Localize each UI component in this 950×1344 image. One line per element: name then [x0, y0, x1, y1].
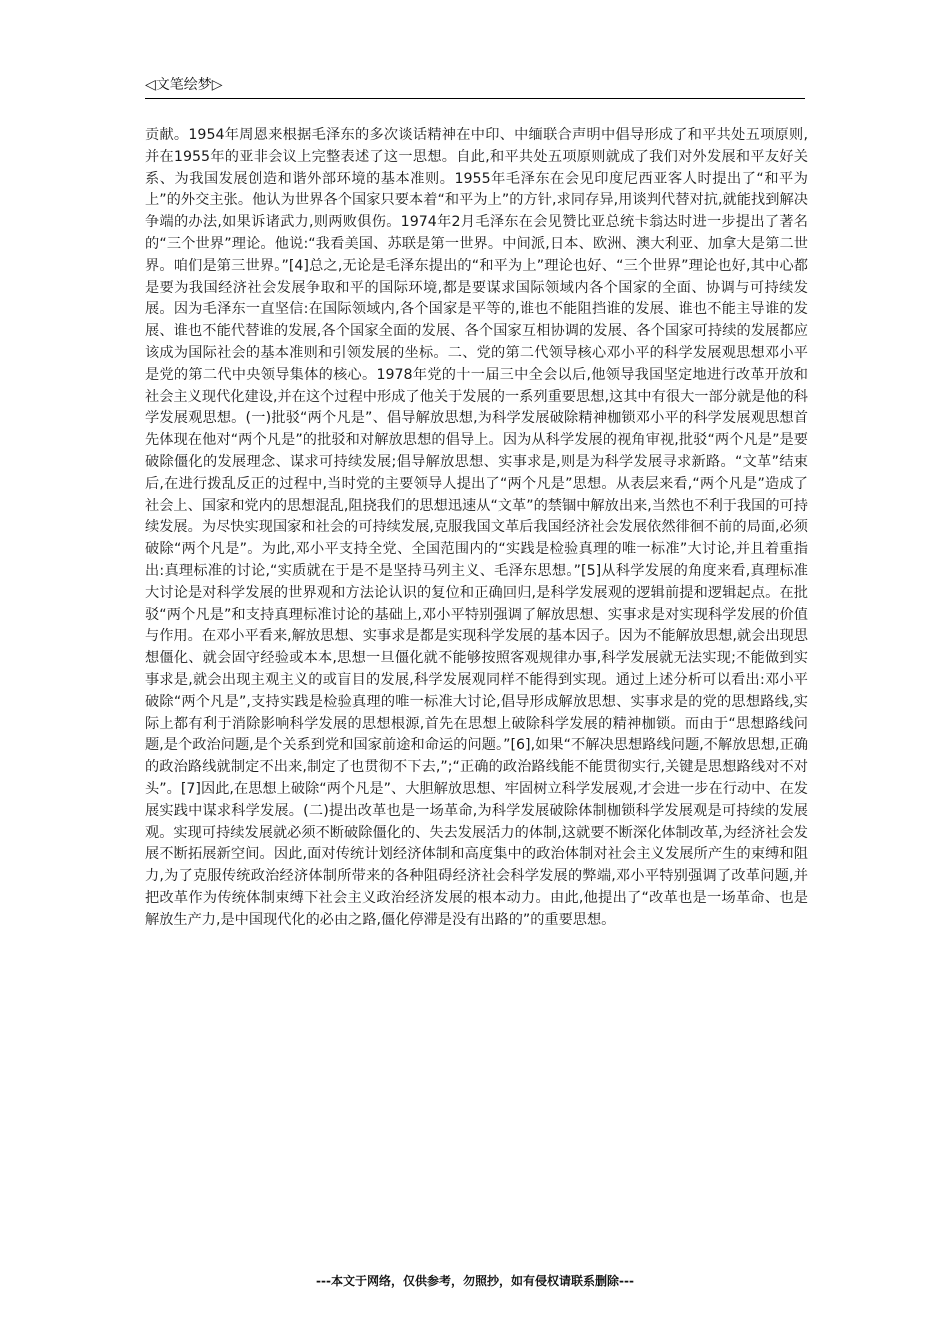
- document-body: [145, 125, 808, 931]
- page-header: [145, 72, 805, 99]
- body-paragraph: 贡献。1954年周恩来根据毛泽东的多次谈话精神在中印、中缅联合声明中倡导形成了和平共处五项原则,并在1955年的亚非会议上完整表述了这一思想。自此,和平共处五项原则就成了我们对外发展和平友好关系、为我国发展创造和谐外部环境的基本准则。1955年毛泽东在会见印度尼西亚客人时提出了“和平为上”的外交主张。他认为世界各个国家只要本着“和平为上”的方针,求同存异,用谈判代替对抗,就能找到解决争端的办法,如果诉诸武力,则两败俱伤。1974年2月毛泽东在会见赞比亚总统卡翁达时进一步提出了著名的“三个世界”理论。他说:“我看美国、苏联是第一世界。中间派,日本、欧洲、澳大利亚、加拿大是第二世界。咱们是第三世界。”[4]总之,无论是毛泽东提出的“和平为上”理论也好、“三个世界”理论也好,其中心都是要为我国经济社会发展争取和平的国际环境,都是要谋求国际领域内各个国家的全面、协调与可持续发展。因为毛泽东一直坚信:在国际领域内,各个国家是平等的,谁也不能阻挡谁的发展、谁也不能主导谁的发展、谁也不能代替谁的发展,各个国家全面的发展、各个国家互相协调的发展、各个国家可持续的发展都应该成为国际社会的基本准则和引领发展的坐标。二、党的第二代领导核心邓小平的科学发展观思想邓小平是党的第二代中央领导集体的核心。1978年党的十一届三中全会以后,他领导我国坚定地进行改革开放和社会主义现代化建设,并在这个过程中形成了他关于发展的一系列重要思想,这其中有很大一部分就是他的科学发展观思想。(一)批驳“两个凡是”、倡导解放思想,为科学发展破除精神枷锁邓小平的科学发展观思想首先体现在他对“两个凡是”的批驳和对解放思想的倡导上。因为从科学发展的视角审视,批驳“两个凡是”是要破除僵化的发展理念、谋求可持续发展;倡导解放思想、实事求是,则是为科学发展寻求新路。“文革”结束后,在进行拨乱反正的过程中,当时党的主要领导人提出了“两个凡是”思想。从表层来看,“两个凡是”造成了社会上、国家和党内的思想混乱,阻挠我们的思想迅速从“文革”的禁锢中解放出来,当然也不利于我国的可持续发展。为尽快实现国家和社会的可持续发展,克服我国文革后我国经济社会发展依然徘徊不前的局面,必须破除“两个凡是”。为此,邓小平支持全党、全国范围内的“实践是检验真理的唯一标准”大讨论,并且着重指出:真理标准的讨论,“实质就在于是不是坚持马列主义、毛泽东思想。”[5]从科学发展的角度来看,真理标准大讨论是对科学发展的世界观和方法论认识的复位和正确回归,是科学发展观的逻辑前提和逻辑起点。在批驳“两个凡是”和支持真理标准讨论的基础上,邓小平特别强调了解放思想、实事求是对实现科学发展的价值与作用。在邓小平看来,解放思想、实事求是都是实现科学发展的基本因子。因为不能解放思想,就会出现思想僵化、就会固守经验或本本,思想一旦僵化就不能够按照客观规律办事,科学发展就无法实现;不能做到实事求是,就会出现主观主义的或盲目的发展,科学发展观同样不能得到实现。通过上述分析可以看出:邓小平破除“两个凡是”,支持实践是检验真理的唯一标准大讨论,倡导形成解放思想、实事求是的党的思想路线,实际上都有利于消除影响科学发展的思想根源,首先在思想上破除科学发展的精神枷锁。而由于“思想路线问题,是个政治问题,是个关系到党和国家前途和命运的问题。”[6],如果“不解决思想路线问题,不解放思想,正确的政治路线就制定不出来,制定了也贯彻不下去,”;“正确的政治路线能不能贯彻实行,关键是思想路线对不对头”。[7]因此,在思想上破除“两个凡是”、大胆解放思想、牢固树立科学发展观,才会进一步在行动中、在发展实践中谋求科学发展。(二)提出改革也是一场革命,为科学发展破除体制枷锁科学发展观是可持续的发展观。实现可持续发展就必须不断破除僵化的、失去发展活力的体制,这就要不断深化体制改革,为经济社会发展不断拓展新空间。因此,面对传统计划经济体制和高度集中的政治体制对社会主义发展所产生的束缚和阻力,为了克服传统政治经济体制所带来的各种阻碍经济社会科学发展的弊端,邓小平特别强调了改革问题,并把改革作为传统体制束缚下社会主义政治经济发展的根本动力。由此,他提出了“改革也是一场革命、也是解放生产力,是中国现代化的必由之路,僵化停滞是没有出路的”的重要思想。: [145, 127, 808, 928]
- header-title: ◁文笔绘梦▷: [145, 77, 223, 93]
- footer-notice: ---本文于网络，仅供参考，勿照抄，如有侵权请联系删除---: [316, 1274, 634, 1288]
